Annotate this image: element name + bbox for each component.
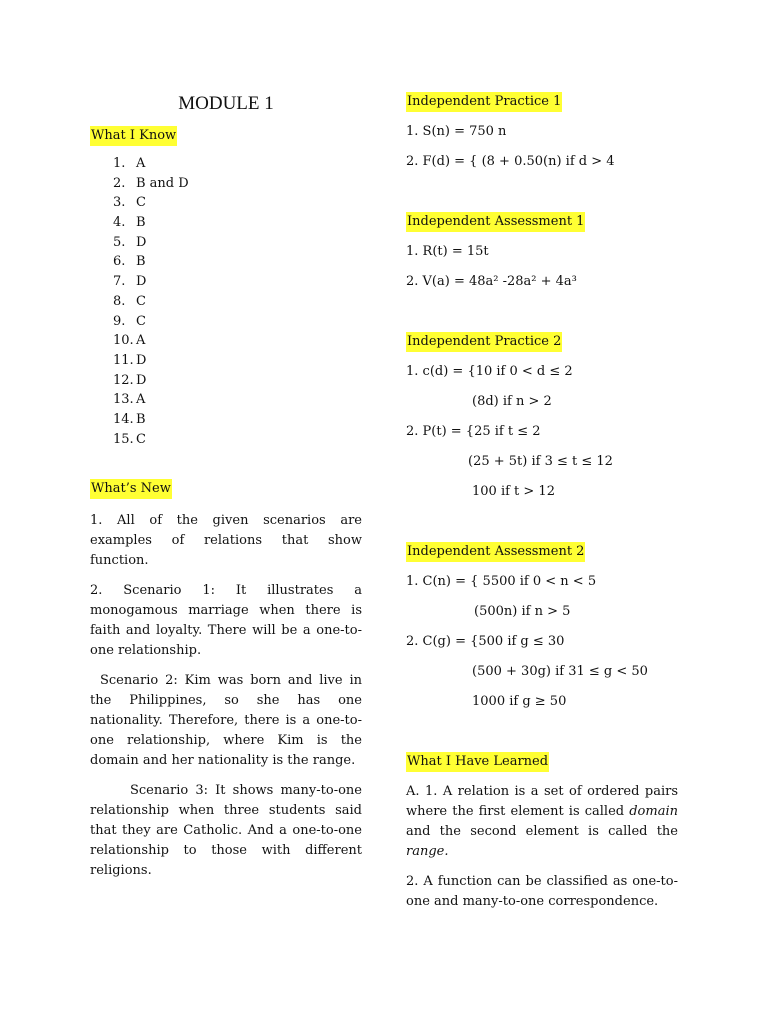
answer-number: 11.: [113, 352, 134, 368]
answer-item: [90, 390, 362, 410]
ia1-line-1: 1. R(t) = 15t: [406, 244, 489, 259]
answer-value: C: [136, 431, 146, 447]
ip2-line-4: (25 + 5t) if 3 ≤ t ≤ 12: [468, 454, 613, 469]
whats-new-paragraph-4: Scenario 3: It shows many-to-one relationship when three students said that they are Catholic. And a one-to-one relationship to those with different religions.: [90, 783, 362, 879]
right-column: [406, 92, 678, 912]
whats-new-heading: What’s New: [90, 479, 172, 499]
answer-value: D: [136, 352, 147, 368]
answer-value: D: [136, 372, 147, 388]
ip2-line-3: 2. P(t) = {25 if t ≤ 2: [406, 424, 541, 439]
page-title: MODULE 1: [178, 93, 274, 114]
ip1-line-1: 1. S(n) = 750 n: [406, 124, 507, 139]
ia2-line-5: 1000 if g ≥ 50: [472, 694, 567, 709]
answer-number: 3.: [113, 195, 126, 211]
answer-number: 7.: [113, 274, 126, 290]
answer-number: 5.: [113, 234, 126, 250]
answer-item: [90, 174, 362, 194]
answer-number: 8.: [113, 293, 126, 309]
independent-practice-1: [406, 92, 678, 182]
ip2-line-5: 100 if t > 12: [472, 484, 555, 499]
answer-value: A: [136, 156, 146, 171]
answer-number: 13.: [113, 392, 134, 408]
whats-new-paragraph-2: 2. Scenario 1: It illustrates a monogamous marriage when there is faith and loyalty. There will be a one-to-one relationship.: [90, 583, 362, 659]
answer-number: 9.: [113, 313, 126, 329]
answer-value: C: [136, 313, 146, 329]
answer-value: D: [136, 274, 147, 290]
learned-item-a1: [406, 782, 678, 862]
ip1-heading: Independent Practice 1: [406, 92, 562, 112]
answer-item: [90, 371, 362, 391]
answer-item: [90, 312, 362, 332]
answer-item: [90, 292, 362, 312]
answer-item: [90, 430, 362, 450]
ip2-line-2: (8d) if n > 2: [472, 394, 552, 409]
ip2-line-1: 1. c(d) = {10 if 0 < d ≤ 2: [406, 364, 573, 379]
answer-number: 15.: [113, 431, 134, 447]
answer-value: A: [136, 392, 146, 408]
answer-number: 14.: [113, 411, 134, 427]
answer-value: C: [136, 195, 146, 211]
ia2-line-4: (500 + 30g) if 31 ≤ g < 50: [472, 664, 648, 679]
answer-number: 6.: [113, 254, 126, 270]
learned-a1-text-2: and the second element is called the: [406, 824, 678, 839]
answer-value: D: [136, 234, 147, 250]
answer-number: 10.: [113, 333, 134, 349]
ia2-line-1: 1. C(n) = { 5500 if 0 < n < 5: [406, 574, 597, 589]
whats-new-paragraph-3: Scenario 2: Kim was born and live in the Philippines, so she has one nationality. Therefore, there is a one-to-one relationship, where Kim is the domain and her nationality is the range.: [90, 673, 362, 769]
domain-term: domain: [629, 804, 678, 819]
whats-new-paragraph-1: 1. All of the given scenarios are examples of relations that show function.: [90, 513, 362, 569]
answer-value: A: [136, 333, 146, 349]
answer-item: [90, 410, 362, 430]
answer-item: [90, 272, 362, 292]
answer-number: 2.: [113, 175, 126, 191]
ia2-line-3: 2. C(g) = {500 if g ≤ 30: [406, 634, 565, 649]
ip2-heading: Independent Practice 2: [406, 332, 562, 352]
answer-item: [90, 331, 362, 351]
ia2-line-2: (500n) if n > 5: [474, 604, 571, 619]
ip1-line-2: 2. F(d) = { (8 + 0.50(n) if d > 4: [406, 154, 615, 169]
answer-item: [90, 154, 362, 174]
answer-value: B: [136, 411, 146, 427]
independent-assessment-1: [406, 212, 678, 302]
what-i-have-learned-section: [406, 752, 678, 912]
answer-item: [90, 252, 362, 272]
range-term: range.: [406, 844, 449, 859]
answer-item: [90, 351, 362, 371]
ia2-heading: Independent Assessment 2: [406, 542, 585, 562]
answer-value: B: [136, 215, 146, 231]
learned-a1-text-1: A. 1. A relation is a set of ordered pairs where the first element is called: [406, 784, 678, 819]
ia1-heading: Independent Assessment 1: [406, 212, 585, 232]
left-column: [90, 92, 362, 881]
learned-item-2: 2. A function can be classified as one-to-one and many-to-one correspondence.: [406, 874, 678, 909]
answer-item: [90, 213, 362, 233]
answer-value: B and D: [136, 175, 189, 191]
ia1-line-2: 2. V(a) = 48a² -28a² + 4a³: [406, 274, 577, 289]
answer-number: 4.: [113, 215, 126, 231]
independent-assessment-2: [406, 542, 678, 722]
answer-value: C: [136, 293, 146, 309]
what-i-know-section: [90, 126, 362, 449]
answer-item: [90, 233, 362, 253]
answer-item: [90, 193, 362, 213]
independent-practice-2: [406, 332, 678, 512]
answer-list: [90, 154, 362, 449]
answer-value: B: [136, 254, 146, 270]
whats-new-section: [90, 479, 362, 881]
answer-number: 12.: [113, 372, 134, 388]
answer-number: 1.: [113, 156, 126, 171]
what-i-know-heading: What I Know: [90, 126, 177, 146]
learned-heading: What I Have Learned: [406, 752, 549, 772]
